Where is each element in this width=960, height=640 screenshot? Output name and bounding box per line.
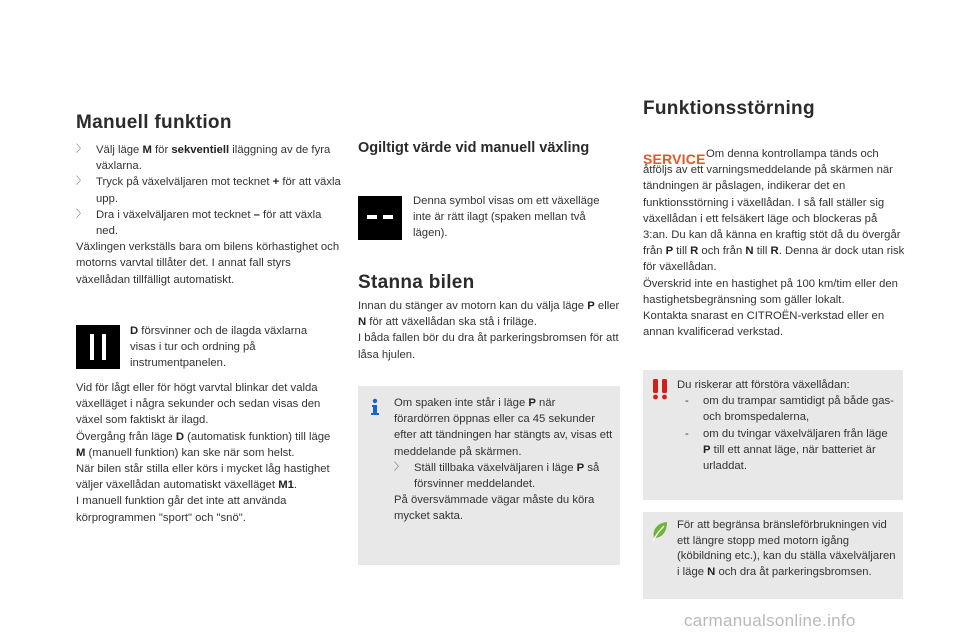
symbol-description: Denna symbol visas om ett växelläge inte är rätt ilagt (spaken mellan två lägen). [413, 195, 600, 240]
eco-box [643, 512, 903, 599]
bullet-marker-icon: 〉 [76, 176, 86, 188]
paragraph: Kontakta snarast en CITROËN-verkstad eller en annan kvalificerad verkstad. [643, 310, 885, 339]
eco-text: För att begränsa bränsleförbrukningen vid ett längre stopp med motorn igång (köbildning etc.), kan du ställa växelväljaren i läge N och dra åt parkeringsbromsen. [677, 519, 896, 578]
warning-exclamation-icon [649, 378, 671, 400]
manual-bullets [76, 142, 341, 288]
info-icon [365, 397, 385, 417]
bullet-item: 〉 Ställ tillbaka växelväljaren i läge P så försvinner meddelandet. [394, 461, 600, 491]
bullet-item: 〉 Dra i växelväljaren mot tecknet – för att växla ned. [76, 208, 322, 238]
info-text [394, 395, 614, 525]
fault-paragraph [643, 146, 905, 340]
paragraph: Om denna kontrollampa tänds och åtföljs av ett varningsmeddelande på skärmen när tändningen är påslagen, indikerar det en funktionsstörning i växellådan. I så fall ställer sig växellådan i ett felsäkert läge och blockeras på 3:an. Du kan då känna en kraftig stöt då du övergår från P till R och från N till R. Denna är dock utan risk för växellådan. [643, 148, 905, 274]
heading-ogiltigt-varde: Ogiltigt värde vid manuell växling [358, 140, 590, 156]
invalid-gear-symbol-icon [358, 196, 402, 240]
dash-item: - om du tvingar växelväljaren från läge P till ett annat läge, när batteriet är urladdat. [685, 427, 888, 473]
bullet-item: 〉 Välj läge M för sekventiell iläggning av de fyra växlarna. [76, 144, 331, 173]
warning-text [677, 377, 897, 474]
info-box [358, 386, 620, 565]
heading-stanna-bilen: Stanna bilen [358, 272, 475, 293]
bullet-marker-icon: 〉 [394, 461, 404, 473]
watermark: carmanualsonline.info [684, 611, 856, 630]
bullet-marker-icon: 〉 [76, 144, 86, 155]
gear-display-icon [76, 325, 120, 369]
paragraph: På översvämmade vägar måste du köra mycket sakta. [394, 494, 595, 523]
paragraph: Överskrid inte en hastighet på 100 km/tim eller den hastighetsbegränsning som gäller lokalt. [643, 277, 898, 306]
heading-manuell-funktion: Manuell funktion [76, 112, 232, 133]
paragraph: Du riskerar att förstöra växellådan: [677, 379, 850, 391]
heading-funktionsstorning: Funktionsstörning [643, 98, 815, 119]
service-warning-lamp-icon: SERVICE [643, 151, 706, 167]
manual-paragraphs [76, 380, 341, 526]
paragraph: Innan du stänger av motorn kan du välja läge P eller N för att växellådan ska stå i friläge. [358, 300, 620, 329]
stop-paragraph [358, 298, 620, 363]
bullet-item: 〉 Tryck på växelväljaren mot tecknet + för att växla upp. [76, 176, 341, 205]
paragraph: När bilen står stilla eller körs i mycket låg hastighet väljer växellådan automatiskt växelläget M1. [76, 463, 330, 492]
paragraph: Övergång från läge D (automatisk funktion) till läge M (manuell funktion) kan ske när som helst. [76, 430, 331, 459]
paragraph: I manuell funktion går det inte att använda körprogrammen "sport" och "snö". [76, 495, 287, 524]
paragraph: I båda fallen bör du dra åt parkeringsbromsen för att låsa hjulen. [358, 332, 619, 361]
eco-leaf-icon [650, 520, 670, 542]
dash-item: - om du trampar samtidigt på både gas- och bromspedalerna, [685, 395, 894, 424]
paragraph: Vid för lågt eller för högt varvtal blinkar det valda växelläget i några sekunder och sedan visas den växel som faktiskt är ilagd. [76, 382, 321, 427]
warning-box [643, 370, 903, 500]
icon-note: D försvinner och de ilagda växlarna visas i tur och ordning på instrumentpanelen. [130, 325, 308, 370]
paragraph: Om spaken inte står i läge P när förardörren öppnas eller ca 45 sekunder efter att tändningen har stängts av, visas ett meddelande på skärmen. [394, 397, 613, 458]
paragraph: Växlingen verkställs bara om bilens körhastighet och motorns varvtal tillåter det. I annat fall styrs växellådan tillfälligt automatiskt. [76, 241, 340, 286]
bullet-marker-icon: 〉 [76, 208, 86, 220]
